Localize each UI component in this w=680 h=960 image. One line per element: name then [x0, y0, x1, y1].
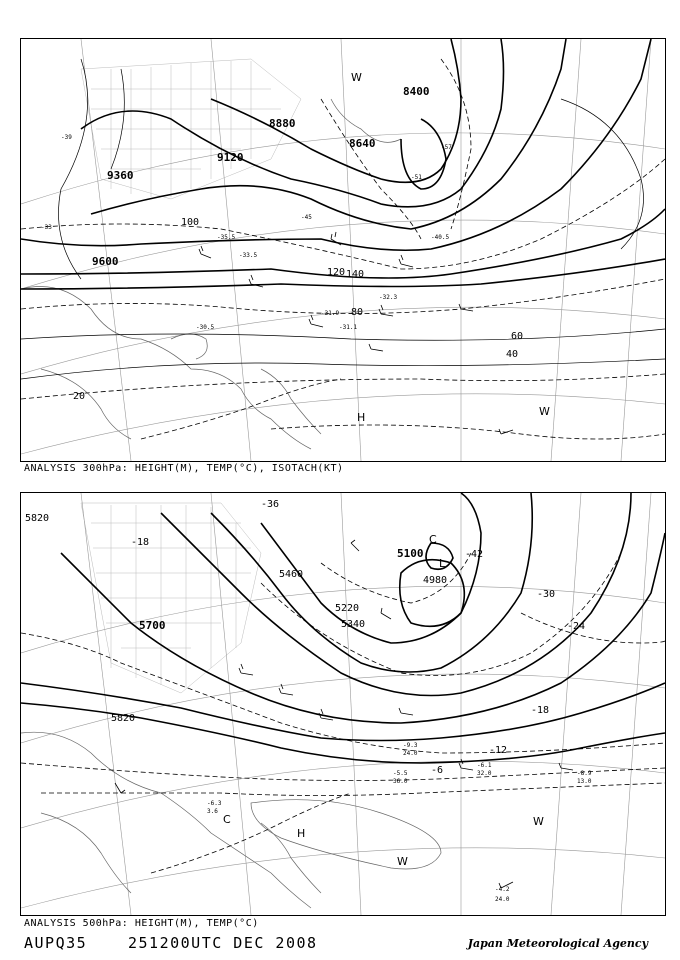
height-label: 8880 [269, 117, 296, 130]
isotherm-label: -6 [431, 765, 444, 776]
height-label: 5340 [341, 619, 366, 630]
temp-value: -39 [61, 134, 72, 141]
isotach-label: 80 [351, 307, 364, 318]
high-pressure-marker: H [357, 411, 366, 424]
temp-value: -6.3 [207, 800, 222, 807]
temp-value: -32.3 [379, 294, 398, 301]
stipple-area [81, 503, 261, 693]
map-500hpa-canvas [21, 493, 665, 915]
agency-name: Japan Meteorological Agency [467, 937, 648, 950]
temp-value: -51 [411, 174, 422, 181]
temp-value: -40.5 [431, 234, 450, 241]
latlon-grid [21, 493, 665, 915]
isotherm-label: -24 [567, 621, 586, 632]
height-label: 5820 [25, 513, 50, 524]
isotach-label: 140 [346, 269, 365, 280]
cold-marker: C [223, 813, 231, 826]
isotherm-label: -42 [465, 549, 484, 560]
warm-marker: W [533, 815, 544, 828]
height-label: 5220 [335, 603, 360, 614]
chart-code: AUPQ35 [24, 934, 88, 952]
latlon-grid [21, 39, 665, 461]
height-label: 9600 [92, 255, 119, 268]
high-pressure-marker: H [297, 827, 306, 840]
temp-value: -35.5 [217, 234, 236, 241]
panel-500hpa-caption: ANALYSIS 500hPa: HEIGHT(M), TEMP(°C) [24, 918, 259, 929]
isotherm-label: -18 [531, 705, 550, 716]
height-label: 5100 [397, 547, 424, 560]
isotherm-label: -12 [489, 745, 508, 756]
temp-value: -9.3 [403, 742, 418, 749]
valid-time: 251200UTC DEC 2008 [128, 934, 318, 952]
height-label: 8400 [403, 85, 430, 98]
height-label: 5820 [111, 713, 136, 724]
temp-value: 3.6 [207, 808, 218, 815]
isotach-label: 60 [511, 331, 524, 342]
temp-value: -4.2 [495, 886, 510, 893]
temp-value: -5.5 [393, 770, 408, 777]
map-300hpa-canvas [21, 39, 665, 461]
coastlines [21, 732, 444, 908]
analysis-300hpa-map [20, 38, 666, 462]
low-pressure-marker: L [439, 557, 446, 570]
isotherm-label: -18 [131, 537, 150, 548]
isotherm-label: -30 [537, 589, 556, 600]
warm-marker: W [351, 71, 362, 84]
temp-value: 13.0 [577, 778, 592, 785]
temp-value: -33 [41, 224, 52, 231]
cold-marker: C [429, 533, 437, 546]
height-label: 9120 [217, 151, 244, 164]
warm-marker: W [539, 405, 550, 418]
temp-value: 32.0 [477, 770, 492, 777]
height-label: 5700 [139, 619, 166, 632]
height-label: 5460 [279, 569, 304, 580]
isotach-label: 120 [327, 267, 346, 278]
temp-value: -31.9 [321, 310, 340, 317]
temp-value: -57 [441, 144, 452, 151]
wind-barbs [115, 540, 573, 888]
temp-value: -33.5 [239, 252, 258, 259]
analysis-500hpa-map [20, 492, 666, 916]
temp-value: 24.0 [495, 896, 510, 903]
temp-value: -6.1 [477, 762, 492, 769]
temp-value: 36.0 [393, 778, 408, 785]
temp-value: -8.9 [577, 770, 592, 777]
temp-value: 24.0 [403, 750, 418, 757]
panel-300hpa-caption: ANALYSIS 300hPa: HEIGHT(M), TEMP(°C), ISOTACH(KT) [24, 463, 344, 474]
temp-value: -45 [301, 214, 312, 221]
warm-marker: W [397, 855, 408, 868]
temp-value: -30.5 [196, 324, 215, 331]
height-label: 4980 [423, 575, 448, 586]
isotach-label: 100 [181, 217, 200, 228]
isotach-label: 20 [73, 391, 86, 402]
temp-value: -31.1 [339, 324, 358, 331]
height-label: 9360 [107, 169, 134, 182]
isotach-label: 40 [506, 349, 519, 360]
isotherm-label: -36 [261, 499, 280, 510]
height-label: 8640 [349, 137, 376, 150]
